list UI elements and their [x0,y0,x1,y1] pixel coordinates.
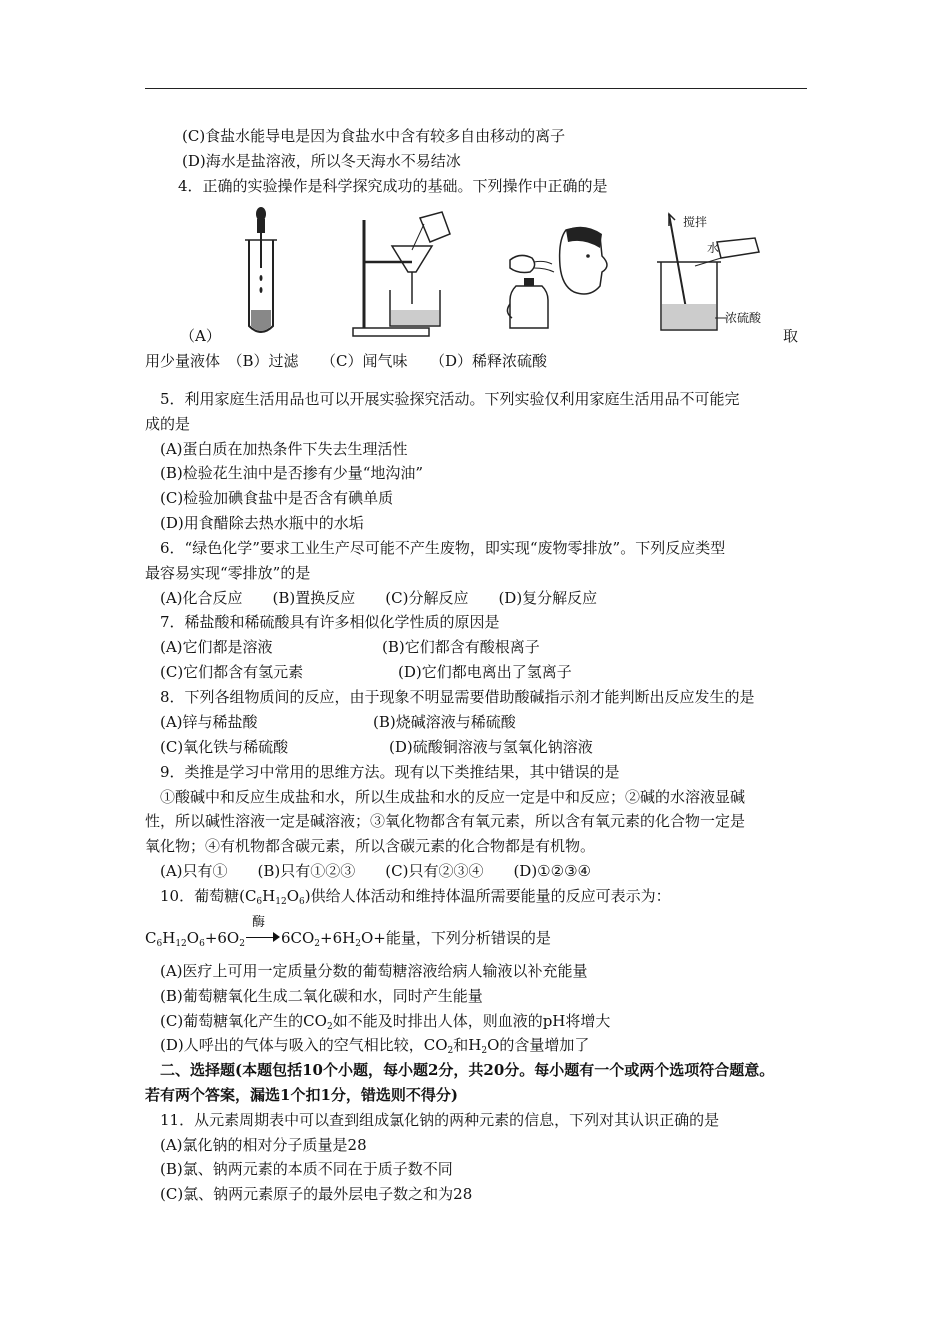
stir-label: 搅拌 [683,215,708,229]
q9-text-3: 氧化物；④有机物都含碳元素，所以含碳元素的化合物都是有机物。 [145,837,596,855]
catalyst-label: 酶 [251,915,265,930]
q8-stem: 8．下列各组物质间的反应，由于现象不明显需要借助酸碱指示剂才能判断出反应发生的是 [160,688,755,706]
q6-stem-1: 6．“绿色化学”要求工业生产尽可能不产生废物，即实现“废物零排放”。下列反应类型 [160,539,726,557]
water-label: 水 [707,241,720,255]
section-2-heading-2: 若有两个答案，漏选1个扣1分，错选则不得分) [145,1086,458,1104]
q11-option-a: (A)氯化钠的相对分子质量是28 [160,1136,367,1154]
section-2-heading-1: 二、选择题(本题包括10个小题，每小题2分，共20分。每小题有一个或两个选项符合题意。 [160,1061,775,1079]
q10-option-a: (A)医疗上可用一定质量分数的葡萄糖溶液给病人输液以补充能量 [160,962,588,980]
q5-option-c: (C)检验加碘食盐中是否含有碘单质 [160,489,394,507]
filtration-figure [350,210,460,338]
q6-options: (A)化合反应 (B)置换反应 (C)分解反应 (D)复分解反应 [160,589,598,607]
q4-options: 用少量液体 （B）过滤 （C）闻气味 （D）稀释浓硫酸 [145,352,548,370]
q10-option-b: (B)葡萄糖氧化生成二氧化碳和水，同时产生能量 [160,987,483,1005]
q3-option-d: (D)海水是盐溶液，所以冬天海水不易结冰 [182,152,461,170]
q4-stem: 4．正确的实验操作是科学探究成功的基础。下列操作中正确的是 [178,177,608,195]
q5-stem-1: 5．利用家庭生活用品也可以开展实验探究活动。下列实验仅利用家庭生活用品不可能完 [160,390,740,408]
q7-stem: 7．稀盐酸和稀硫酸具有许多相似化学性质的原因是 [160,613,500,631]
q9-options: (A)只有① (B)只有①②③ (C)只有②③④ (D)①②③④ [160,862,591,880]
q5-option-a: (A)蛋白质在加热条件下失去生理活性 [160,440,408,458]
q7-option-a: (A)它们都是溶液 [160,638,273,656]
q11-option-b: (B)氯、钠两元素的本质不同在于质子数不同 [160,1160,453,1178]
q8-option-c: (C)氧化铁与稀硫酸 [160,738,289,756]
q9-stem: 9．类推是学习中常用的思维方法。现有以下类推结果，其中错误的是 [160,763,620,781]
q5-option-b: (B)检验花生油中是否掺有少量“地沟油” [160,464,424,482]
q7-option-d: (D)它们都电离出了氢离子 [398,663,572,681]
q10-option-c: (C)葡萄糖氧化产生的$CO_2$如不能及时排出人体，则血液的pH将增大 [160,1012,611,1032]
q5-stem-2: 成的是 [145,415,191,433]
q5-option-d: (D)用食醋除去热水瓶中的水垢 [160,514,364,532]
q8-option-a: (A)锌与稀盐酸 [160,713,258,731]
q7-option-b: (B)它们都含有酸根离子 [382,638,540,656]
q4-caption-qu: 取 [783,327,799,345]
conc-acid-label: 浓硫酸 [725,311,762,325]
header-rule [145,88,807,89]
q9-text-2: 性，所以碱性溶液一定是碱溶液；③氧化物都含有氧元素，所以含有氧元素的化合物一定是 [145,812,746,830]
q11-stem: 11．从元素周期表中可以查到组成氯化钠的两种元素的信息，下列对其认识正确的是 [160,1111,720,1129]
q4-caption-a: （A） [180,327,221,345]
smelling-gas-figure [504,226,622,332]
reaction-arrow [246,915,280,943]
q10-stem: 10．葡萄糖$(C_6H_{12}O_6)$供给人体活动和维持体温所需要能量的反应可表示为： [160,887,671,907]
q8-option-b: (B)烧碱溶液与稀硫酸 [373,713,516,731]
q8-option-d: (D)硫酸铜溶液与氢氧化钠溶液 [389,738,593,756]
q6-stem-2: 最容易实现“零排放”的是 [145,564,311,582]
q3-option-c: (C)食盐水能导电是因为食盐水中含有较多自由移动的离子 [182,127,566,145]
diluting-acid-figure [655,206,775,338]
glucose-equation: $C_6H_{12}O_6+6O_2$ 酶 $6CO_2+6H_2O+$能量，下列分析错误的是 [145,915,551,949]
q10-option-d: (D)人呼出的气体与吸入的空气相比较，$CO_2$和$H_2O$的含量增加了 [160,1036,590,1056]
dropper-test-tube-figure [240,206,282,338]
q11-option-c: (C)氯、钠两元素原子的最外层电子数之和为28 [160,1185,473,1203]
q7-option-c: (C)它们都含有氢元素 [160,663,304,681]
q9-text-1: ①酸碱中和反应生成盐和水，所以生成盐和水的反应一定是中和反应；②碱的水溶液显碱 [160,788,746,806]
